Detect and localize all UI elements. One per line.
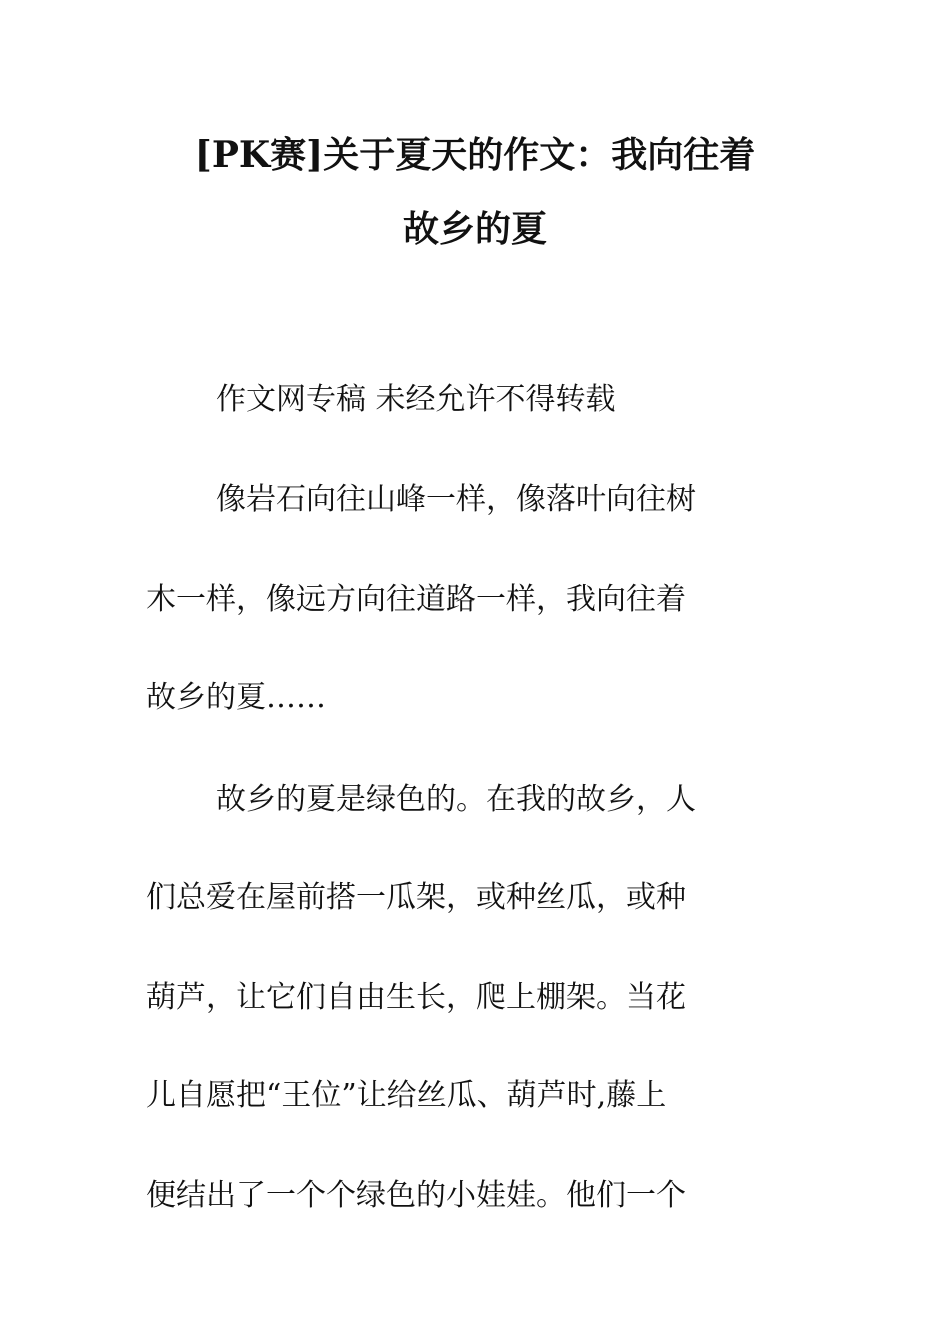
copyright-notice: 作文网专稿 未经允许不得转载 (216, 382, 616, 417)
title-line-2: 故乡的夏 (402, 208, 547, 250)
paragraph-line: 像岩石向往山峰一样，像落叶向往树 (216, 482, 696, 517)
title-line-1: [PK赛]关于夏天的作文：我向往着 (194, 134, 756, 176)
paragraph-line: 们总爱在屋前搭一瓜架，或种丝瓜，或种 (146, 880, 686, 915)
paragraph-line: 故乡的夏是绿色的。在我的故乡，人 (216, 782, 696, 817)
paragraph-line: 木一样，像远方向往道路一样，我向往着 (146, 582, 686, 617)
paragraph-line: 便结出了一个个绿色的小娃娃。他们一个 (146, 1178, 686, 1213)
document-title (120, 118, 830, 266)
paragraph-line: 葫芦，让它们自由生长，爬上棚架。当花 (146, 980, 686, 1015)
paragraph-line: 故乡的夏…… (146, 680, 326, 715)
paragraph-line: 儿自愿把“王位”让给丝瓜、葫芦时,藤上 (146, 1078, 667, 1113)
